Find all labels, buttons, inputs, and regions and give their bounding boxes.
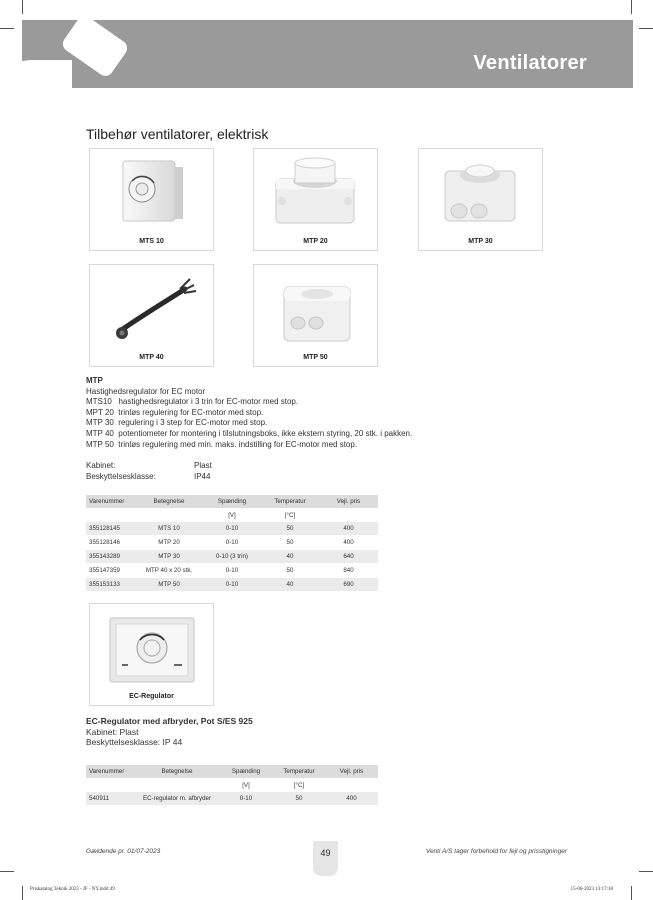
column-header: Temperatur <box>261 495 319 509</box>
table-row <box>86 522 378 536</box>
description-line: MPT 20 trinløs regulering for EC-motor med stop. <box>86 407 264 417</box>
table-cell: MTP 40 x 20 stk. <box>135 564 203 578</box>
table-cell: 400 <box>319 536 378 550</box>
product-caption: MTP 50 <box>303 354 328 361</box>
description-line: MTP 50 trinløs regulering med min. maks. indstilling for EC-motor med stop. <box>86 439 358 449</box>
product-caption: EC-Regulator <box>129 693 174 700</box>
mtp-spec-table <box>86 495 378 592</box>
column-header: Varenummer <box>86 495 135 509</box>
property-key: Kabinet: <box>86 461 116 470</box>
crop-mark <box>639 871 653 872</box>
description-line: Kabinet: Plast <box>86 726 139 737</box>
description-line: MTP 40 potentiometer for montering i tilslutningsboks, ikke ekstern styring, 20 stk. i pakken. <box>86 428 413 438</box>
ec-regulator-spec-table <box>86 765 378 806</box>
header-notch <box>22 60 72 88</box>
table-cell: 50 <box>261 522 319 536</box>
table-cell: EC-regulator m. afbryder <box>135 792 219 806</box>
table-cell: 355153133 <box>86 578 135 592</box>
table-cell: 0-10 <box>203 564 261 578</box>
table-cell: 840 <box>319 564 378 578</box>
column-header: Varenummer <box>86 765 135 779</box>
table-row <box>86 564 378 578</box>
table-cell: 50 <box>273 792 325 806</box>
product-photo-mts10 <box>89 148 214 251</box>
table-cell: 0-10 <box>203 578 261 592</box>
table-cell: 355128146 <box>86 536 135 550</box>
column-header: Betegnelse <box>135 495 203 509</box>
table-cell: 355128145 <box>86 522 135 536</box>
unit-cell: [V] <box>203 509 261 522</box>
description-line: MTS10 hastighedsregulator i 3 trin for EC-motor med stop. <box>86 397 299 407</box>
table-cell: 0-10 <box>219 792 273 806</box>
table-row <box>86 792 378 806</box>
table-cell: MTP 50 <box>135 578 203 592</box>
table-cell: 40 <box>261 550 319 564</box>
product-photo-mtp40 <box>89 264 214 367</box>
section-subtitle: EC-Regulator med afbryder, Pot S/ES 925 <box>86 716 253 726</box>
table-cell: 690 <box>319 578 378 592</box>
table-cell: 40 <box>261 578 319 592</box>
table-header-row <box>86 765 378 779</box>
crop-mark <box>631 0 632 14</box>
product-photo-mtp30 <box>418 148 543 251</box>
crop-mark <box>22 886 23 900</box>
mtp-description <box>86 376 412 450</box>
table-cell: 0-10 <box>203 522 261 536</box>
column-header: Spænding <box>203 495 261 509</box>
table-row <box>86 550 378 564</box>
unit-cell <box>319 509 378 522</box>
property-value: Plast <box>194 461 212 470</box>
unit-cell: [°C] <box>261 509 319 522</box>
page-number: 49 <box>320 848 331 858</box>
table-header-row <box>86 495 378 509</box>
table-units-row <box>86 779 378 792</box>
table-cell: 355147359 <box>86 564 135 578</box>
footer-validity: Gældende pr. 01/07-2023 <box>86 848 161 855</box>
crop-mark <box>0 28 14 29</box>
mtp-properties <box>86 461 212 482</box>
ec-regulator-description <box>86 716 253 748</box>
footer-disclaimer: Venti A/S tager forbehold for fejl og prisstigninger <box>425 848 567 855</box>
junction-box-knob-image <box>254 149 377 237</box>
table-cell: 400 <box>319 522 378 536</box>
product-photo-mtp50 <box>253 264 378 367</box>
table-row <box>86 578 378 592</box>
table-units-row <box>86 509 378 522</box>
ec-regulator-image <box>90 604 213 692</box>
product-photo-ec-regulator <box>89 603 214 706</box>
unit-cell <box>135 779 219 792</box>
table-cell: MTP 30 <box>135 550 203 564</box>
product-photo-mtp20 <box>253 148 378 251</box>
product-caption: MTP 40 <box>139 354 164 361</box>
crop-mark <box>0 871 14 872</box>
product-caption: MTS 10 <box>139 238 164 245</box>
crop-mark <box>631 886 632 900</box>
unit-cell <box>86 509 135 522</box>
table-cell: 50 <box>261 564 319 578</box>
product-caption: MTP 30 <box>468 238 493 245</box>
column-header: Vejl. pris <box>325 765 378 779</box>
column-header: Spænding <box>219 765 273 779</box>
property-value: IP44 <box>194 471 211 481</box>
description-line: Hastighedsregulator for EC motor <box>86 386 206 396</box>
junction-box-image <box>254 265 377 353</box>
unit-cell <box>86 779 135 792</box>
unit-cell <box>135 509 203 522</box>
description-line: MTP 30 regulering i 3 step for EC-motor med stop. <box>86 418 268 428</box>
table-cell: MTS 10 <box>135 522 203 536</box>
unit-cell: [V] <box>219 779 273 792</box>
page-title: Tilbehør ventilatorer, elektrisk <box>86 126 269 142</box>
table-cell: 540911 <box>86 792 135 806</box>
crop-mark <box>639 28 653 29</box>
print-slug-date: 15-06-2023 13:17:18 <box>570 887 613 892</box>
section-subtitle: MTP <box>86 376 103 385</box>
chapter-title: Ventilatorer <box>473 52 587 74</box>
print-slug-file: Priskatalog Teknik 2023 - JF - NY.indd 49 <box>30 887 115 892</box>
table-row <box>86 536 378 550</box>
column-header: Vejl. pris <box>319 495 378 509</box>
table-cell: 0-10 (3 trin) <box>203 550 261 564</box>
unit-cell: [°C] <box>273 779 325 792</box>
table-cell: MTP 20 <box>135 536 203 550</box>
column-header: Betegnelse <box>135 765 219 779</box>
property-key: Beskyttelsesklasse: <box>86 471 156 481</box>
junction-box-image <box>419 149 542 237</box>
unit-cell <box>325 779 378 792</box>
product-caption: MTP 20 <box>303 238 328 245</box>
table-cell: 0-10 <box>203 536 261 550</box>
table-cell: 355143289 <box>86 550 135 564</box>
column-header: Temperatur <box>273 765 325 779</box>
description-line: Beskyttelsesklasse: IP 44 <box>86 737 183 748</box>
table-cell: 640 <box>319 550 378 564</box>
regulator-box-image <box>90 149 213 237</box>
page-number-tab <box>313 841 338 876</box>
table-cell: 400 <box>325 792 378 806</box>
potentiometer-image <box>90 265 213 353</box>
crop-mark <box>22 0 23 14</box>
table-cell: 50 <box>261 536 319 550</box>
